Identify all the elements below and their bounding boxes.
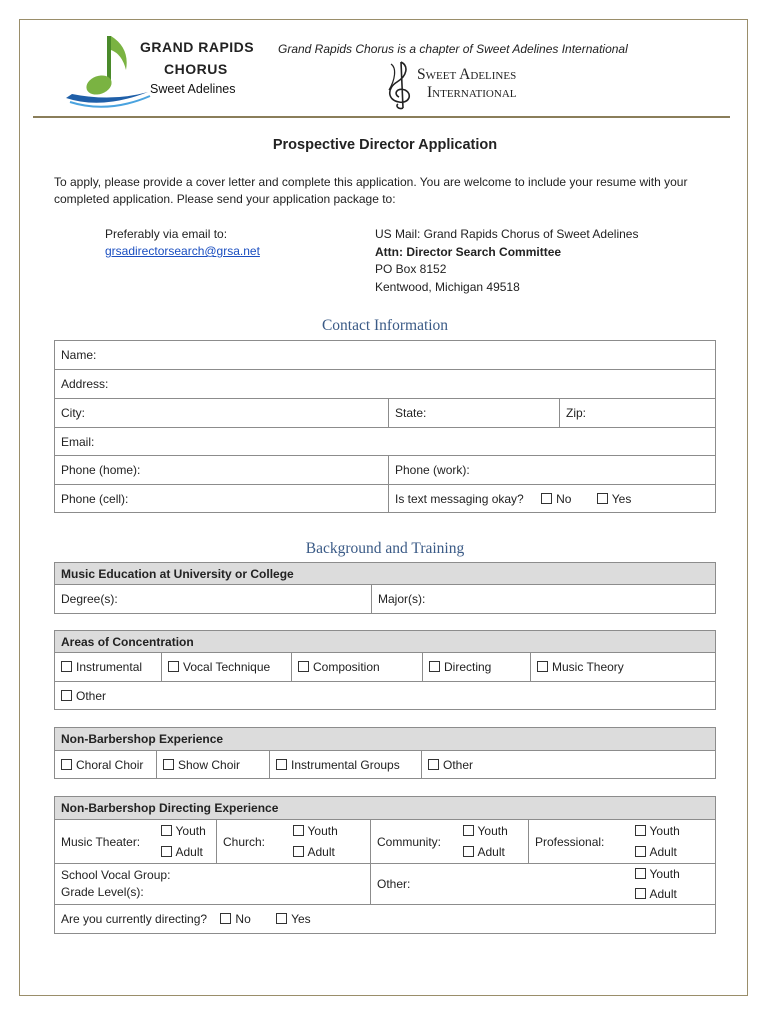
area-directing[interactable]: [423, 653, 531, 682]
community-youth[interactable]: [463, 821, 523, 842]
professional-adult[interactable]: [635, 842, 710, 863]
grade-levels-label: Grade Level(s):: [61, 885, 144, 899]
area-composition[interactable]: [292, 653, 423, 682]
email-block: [105, 226, 260, 260]
address-field[interactable]: [55, 370, 716, 399]
nonbb-instrumental-groups[interactable]: [270, 751, 422, 779]
adult-label: Adult: [477, 844, 505, 859]
checkbox-icon[interactable]: [163, 759, 174, 770]
currently-directing-row: [55, 905, 716, 934]
directing-header: Non-Barbershop Directing Experience: [55, 797, 716, 820]
checkbox-icon[interactable]: [61, 690, 72, 701]
music-note-icon: [62, 30, 152, 108]
state-field[interactable]: [389, 399, 560, 428]
phone-cell-field[interactable]: [55, 485, 389, 513]
degrees-field[interactable]: [55, 585, 372, 614]
mail-line-1: US Mail: Grand Rapids Chorus of Sweet Adelines: [375, 227, 639, 241]
adult-label: Adult: [175, 844, 203, 859]
area-vocal-technique[interactable]: [162, 653, 292, 682]
directing-yes-option[interactable]: [276, 912, 311, 926]
other-youth[interactable]: [635, 864, 710, 884]
area-label: Instrumental: [76, 660, 143, 674]
nonbb-label: Instrumental Groups: [291, 757, 400, 772]
checkbox-icon[interactable]: [428, 759, 439, 770]
music-theater-adult[interactable]: [161, 842, 211, 863]
chapter-text: Grand Rapids Chorus is a chapter of Sweet Adelines International: [278, 42, 628, 56]
checkbox-icon[interactable]: [635, 868, 646, 879]
majors-label: Major(s):: [378, 592, 426, 606]
currently-directing-label: Are you currently directing?: [61, 912, 208, 926]
phone-home-field[interactable]: [55, 456, 389, 485]
grand-rapids-chorus-logo: [62, 30, 262, 108]
nonbb-show-choir[interactable]: [157, 751, 270, 779]
text-messaging-cell: [389, 485, 716, 513]
professional-youth[interactable]: [635, 821, 710, 842]
directing-no-option[interactable]: [220, 912, 250, 926]
checkbox-icon[interactable]: [276, 759, 287, 770]
area-label: Composition: [313, 660, 380, 674]
checkbox-icon[interactable]: [293, 846, 304, 857]
area-label: Other: [76, 688, 107, 703]
checkbox-icon[interactable]: [220, 913, 231, 924]
zip-label: Zip:: [566, 406, 587, 420]
checkbox-icon[interactable]: [168, 661, 179, 672]
text-yes-label: Yes: [611, 491, 632, 506]
youth-label: Youth: [175, 823, 206, 838]
intro-paragraph: To apply, please provide a cover letter and complete this application. You are welcome to include your resume with your completed application. Please send your application package to:: [54, 175, 688, 206]
community-options: [457, 820, 529, 864]
professional-options: [629, 820, 716, 864]
mail-line-4: Kentwood, Michigan 49518: [375, 279, 520, 294]
area-label: Music Theory: [552, 660, 624, 674]
youth-label: Youth: [477, 823, 508, 838]
state-label: State:: [395, 406, 427, 420]
church-adult[interactable]: [293, 842, 365, 863]
nonbb-label: Choral Choir: [76, 757, 144, 772]
area-music-theory[interactable]: [531, 653, 716, 682]
nonbb-table: [54, 727, 716, 779]
church-youth[interactable]: [293, 821, 365, 842]
checkbox-icon[interactable]: [597, 493, 608, 504]
nonbb-header: Non-Barbershop Experience: [55, 728, 716, 751]
other-field[interactable]: [371, 864, 629, 905]
checkbox-icon[interactable]: [293, 825, 304, 836]
header-rule: [33, 116, 730, 118]
youth-label: Youth: [649, 867, 680, 881]
text-no-option[interactable]: [541, 492, 571, 506]
logo-line-3: Sweet Adelines: [150, 82, 236, 96]
checkbox-icon[interactable]: [161, 825, 172, 836]
checkbox-icon[interactable]: [635, 825, 646, 836]
checkbox-icon[interactable]: [635, 888, 646, 899]
degrees-label: Degree(s):: [61, 592, 118, 606]
checkbox-icon[interactable]: [537, 661, 548, 672]
other-label: Other:: [377, 877, 411, 891]
music-education-header: Music Education at University or College: [55, 563, 716, 585]
text-no-label: No: [556, 491, 572, 506]
areas-table: [54, 630, 716, 710]
background-section-title: Background and Training: [305, 540, 465, 557]
phone-cell-label: Phone (cell):: [61, 491, 129, 506]
contact-section-title: Contact Information: [321, 317, 449, 334]
phone-work-field[interactable]: [389, 456, 716, 485]
directing-yes-label: Yes: [291, 912, 311, 926]
phone-home-label: Phone (home):: [61, 463, 141, 477]
nonbb-other[interactable]: [422, 751, 716, 779]
checkbox-icon[interactable]: [298, 661, 309, 672]
mail-line-3: PO Box 8152: [375, 262, 447, 276]
music-education-table: [54, 562, 716, 614]
zip-field[interactable]: [560, 399, 716, 428]
text-yes-option[interactable]: [597, 492, 632, 506]
contact-table: [54, 340, 716, 513]
sai-line-1: Sweet Adelines: [417, 66, 517, 83]
phone-work-label: Phone (work):: [395, 463, 470, 477]
adult-label: Adult: [649, 887, 677, 901]
name-field[interactable]: [55, 341, 716, 370]
church-options: [287, 820, 371, 864]
sweet-adelines-logo: [383, 60, 583, 110]
checkbox-icon[interactable]: [463, 825, 474, 836]
music-theater-label: Music Theater:: [55, 820, 155, 864]
professional-label: Professional:: [529, 820, 629, 864]
areas-header: Areas of Concentration: [55, 631, 716, 653]
area-label: Directing: [444, 660, 492, 674]
church-label: Church:: [217, 820, 287, 864]
email-field-label: Email:: [61, 434, 95, 449]
checkbox-icon[interactable]: [161, 846, 172, 857]
checkbox-icon[interactable]: [61, 759, 72, 770]
other-adult[interactable]: [635, 884, 710, 904]
sai-line-2: International: [427, 84, 517, 101]
majors-field[interactable]: [372, 585, 716, 614]
nonbb-choral-choir[interactable]: [55, 751, 157, 779]
city-field[interactable]: [55, 399, 389, 428]
logo-line-1: GRAND RAPIDS: [140, 39, 255, 55]
community-label: Community:: [371, 820, 457, 864]
page-title: Prospective Director Application: [272, 137, 498, 153]
nonbb-label: Other: [443, 757, 474, 772]
community-adult[interactable]: [463, 842, 523, 863]
checkbox-icon[interactable]: [463, 846, 474, 857]
music-theater-options: [155, 820, 217, 864]
directing-table: [54, 796, 716, 934]
youth-label: Youth: [649, 823, 680, 838]
area-label: Vocal Technique: [183, 660, 271, 674]
email-field[interactable]: [55, 428, 716, 456]
name-label: Name:: [61, 348, 97, 362]
logo-line-2: CHORUS: [164, 61, 228, 77]
adult-label: Adult: [649, 844, 677, 859]
checkbox-icon[interactable]: [541, 493, 552, 504]
school-vocal-field[interactable]: [55, 864, 371, 905]
nonbb-label: Show Choir: [178, 757, 241, 772]
youth-label: Youth: [307, 823, 338, 838]
email-label: Preferably via email to:: [105, 227, 228, 241]
checkbox-icon[interactable]: [61, 661, 72, 672]
mail-line-2: Attn: Director Search Committee: [375, 244, 562, 259]
area-other[interactable]: [55, 682, 716, 710]
checkbox-icon[interactable]: [635, 846, 646, 857]
text-messaging-label: Is text messaging okay?: [395, 491, 524, 506]
mail-block: [375, 226, 638, 296]
checkbox-icon[interactable]: [429, 661, 440, 672]
other-options: [629, 864, 716, 905]
treble-clef-icon: [383, 60, 417, 110]
school-vocal-label: School Vocal Group:: [61, 868, 171, 882]
checkbox-icon[interactable]: [276, 913, 287, 924]
directing-no-label: No: [235, 912, 251, 926]
email-link[interactable]: grsadirectorsearch@grsa.net: [105, 244, 260, 258]
address-label: Address:: [61, 377, 109, 391]
area-instrumental[interactable]: [55, 653, 162, 682]
city-label: City:: [61, 406, 85, 420]
adult-label: Adult: [307, 844, 335, 859]
music-theater-youth[interactable]: [161, 821, 211, 842]
